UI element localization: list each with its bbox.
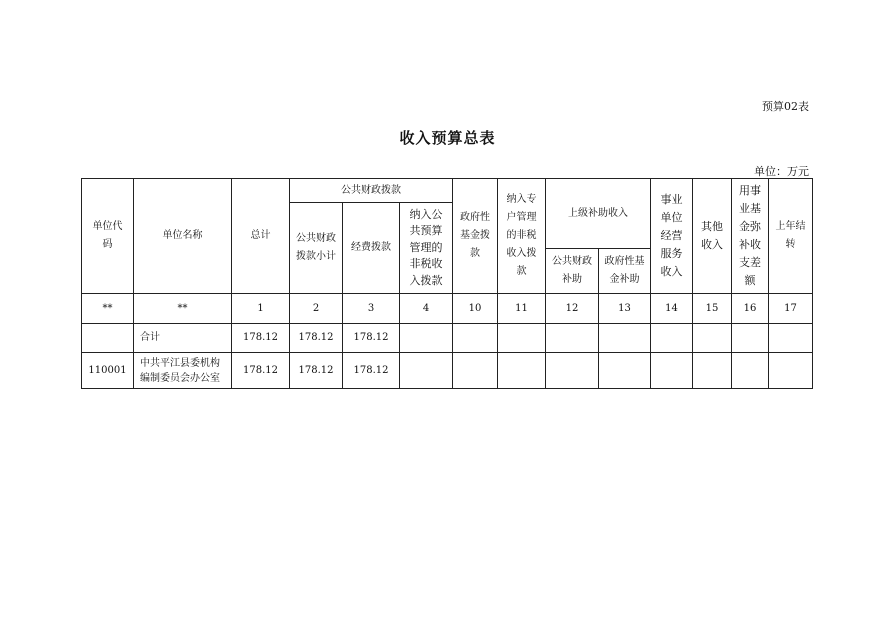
- header-superior-subsidy-group: 上级补助收入: [546, 179, 651, 249]
- header-non-tax-budget: 纳入公共预算管理的非税收入拨款: [400, 203, 453, 294]
- column-number: 2: [290, 294, 343, 324]
- cell-empty: [651, 324, 693, 353]
- column-number: 3: [343, 294, 400, 324]
- header-operating-funds: 经费拨款: [343, 203, 400, 294]
- column-number: 16: [732, 294, 769, 324]
- unit-label: 单位：万元: [754, 165, 809, 178]
- column-number: **: [82, 294, 134, 324]
- cell-unit-name: 合计: [134, 324, 232, 353]
- cell-empty: [498, 324, 546, 353]
- cell-empty: [732, 353, 769, 389]
- income-budget-table: [81, 178, 813, 389]
- column-number: 13: [599, 294, 651, 324]
- column-number: 10: [453, 294, 498, 324]
- form-number: 预算02表: [762, 100, 809, 113]
- column-number: 1: [232, 294, 290, 324]
- column-number: 12: [546, 294, 599, 324]
- cell-empty: [453, 353, 498, 389]
- cell-unit-code: [82, 324, 134, 353]
- cell-unit-code: 110001: [82, 353, 134, 389]
- column-number: 4: [400, 294, 453, 324]
- cell-empty: [693, 353, 732, 389]
- column-number-row: [82, 294, 813, 324]
- cell-operating-funds: 178.12: [343, 353, 400, 389]
- cell-operating-funds: 178.12: [343, 324, 400, 353]
- cell-public-finance-subtotal: 178.12: [290, 324, 343, 353]
- header-other-income: 其他收入: [693, 179, 732, 294]
- cell-empty: [693, 324, 732, 353]
- cell-total: 178.12: [232, 324, 290, 353]
- header-superior-public-finance: 公共财政补助: [546, 249, 599, 294]
- column-number: **: [134, 294, 232, 324]
- cell-public-finance-subtotal: 178.12: [290, 353, 343, 389]
- column-number: 15: [693, 294, 732, 324]
- column-number: 14: [651, 294, 693, 324]
- column-number: 11: [498, 294, 546, 324]
- cell-empty: [769, 353, 813, 389]
- cell-empty: [599, 324, 651, 353]
- table-row-total: [82, 324, 813, 353]
- page-title: 收入预算总表: [399, 129, 496, 147]
- header-unit-name: 单位名称: [134, 179, 232, 294]
- cell-empty: [400, 353, 453, 389]
- header-special-non-tax: 纳入专户管理的非税收入拨款: [498, 179, 546, 294]
- header-gov-fund: 政府性基金拨款: [453, 179, 498, 294]
- table-row: [82, 353, 813, 389]
- header-total: 总计: [232, 179, 290, 294]
- cell-empty: [732, 324, 769, 353]
- header-business-service: 事业单位经营服务收入: [651, 179, 693, 294]
- cell-unit-name: 中共平江县委机构编制委员会办公室: [134, 353, 232, 389]
- cell-total: 178.12: [232, 353, 290, 389]
- header-superior-gov-fund: 政府性基金补助: [599, 249, 651, 294]
- header-public-finance-subtotal: 公共财政拨款小计: [290, 203, 343, 294]
- header-reserve-fund: 用事业基金弥补收支差额: [732, 179, 769, 294]
- header-public-finance-group: 公共财政拨款: [290, 179, 453, 203]
- cell-empty: [498, 353, 546, 389]
- cell-empty: [599, 353, 651, 389]
- header-prior-year-carryover: 上年结转: [769, 179, 813, 294]
- cell-empty: [400, 324, 453, 353]
- header-unit-code: 单位代码: [82, 179, 134, 294]
- cell-empty: [546, 353, 599, 389]
- column-number: 17: [769, 294, 813, 324]
- cell-empty: [769, 324, 813, 353]
- cell-empty: [453, 324, 498, 353]
- cell-empty: [651, 353, 693, 389]
- cell-empty: [546, 324, 599, 353]
